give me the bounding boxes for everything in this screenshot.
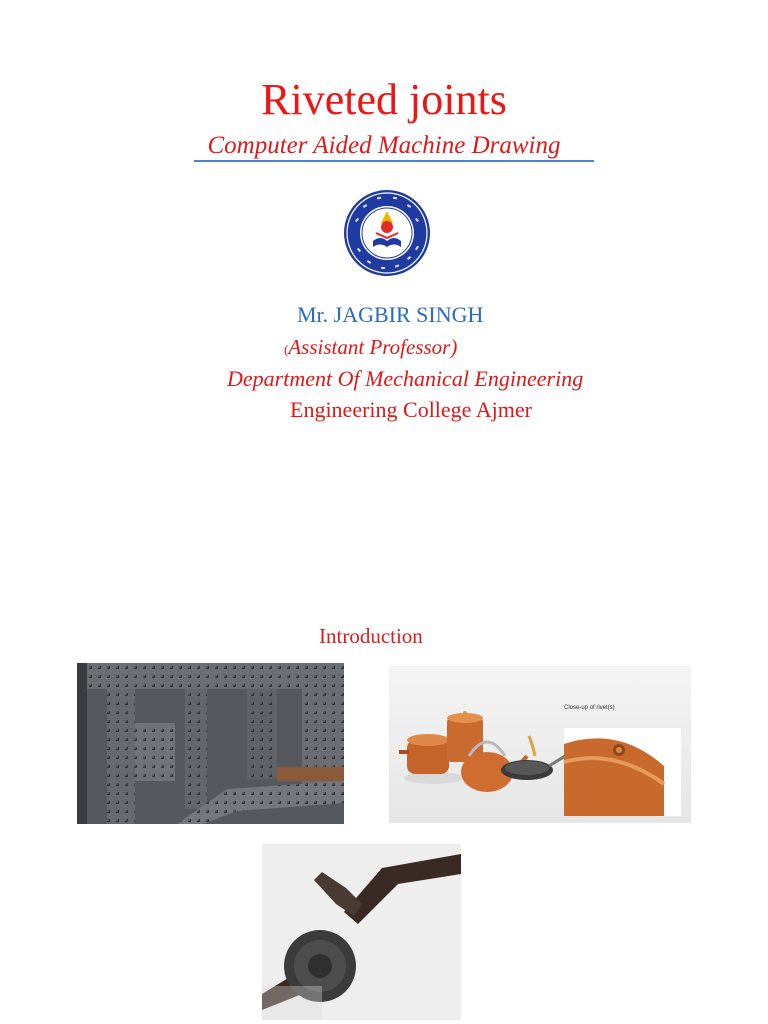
role-open-paren: ( [284, 342, 289, 357]
subtitle: Computer Aided Machine Drawing [207, 132, 561, 159]
college-emblem-icon [343, 189, 431, 277]
role-text: Assistant Professor) [288, 335, 458, 359]
author-name: Mr. JAGBIR SINGH [297, 302, 484, 327]
section-heading-introduction: Introduction [319, 624, 423, 648]
subtitle-underline [194, 160, 594, 162]
ceiling-fan-photo [262, 844, 461, 1020]
department: Department Of Mechanical Engineering [227, 366, 584, 391]
riveted-steel-girder-photo [77, 663, 344, 824]
page-title: Riveted joints [261, 75, 507, 124]
author-role [284, 333, 457, 364]
college-name: Engineering College Ajmer [290, 397, 532, 422]
closeup-caption: Close-up of rivet(s) [564, 705, 615, 711]
copper-cookware-photo [389, 666, 691, 823]
